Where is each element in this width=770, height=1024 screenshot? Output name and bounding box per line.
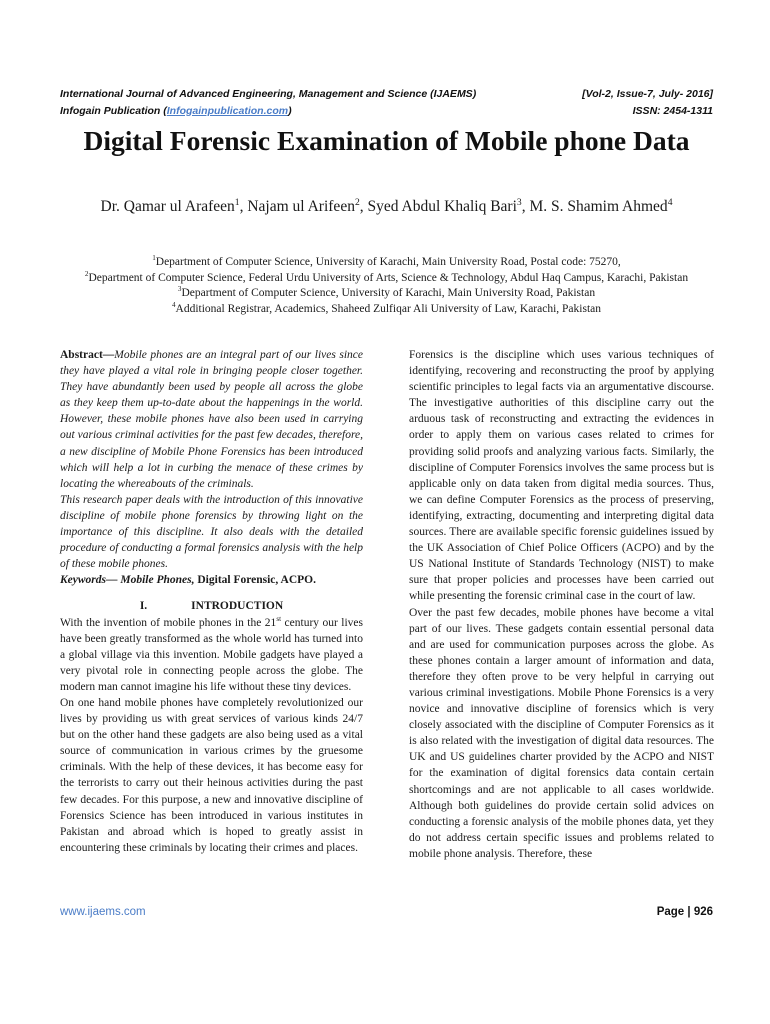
author-3-affil: 3 bbox=[516, 196, 522, 208]
affiliation-1-text: Department of Computer Science, University of Karachi, Main University Road, Postal code: 75270, bbox=[155, 256, 621, 268]
affiliation-1-marker: 1 bbox=[152, 254, 156, 263]
paper-title: Digital Forensic Examination of Mobile phone Data bbox=[83, 125, 690, 156]
footer-url[interactable]: www.ijaems.com bbox=[60, 906, 146, 918]
body-paragraph-forensics: Forensics is the discipline which uses various techniques of identifying, recovering and reconstructing the proof by applying scientific principles to legal facts via an argumentative discourse. The investigative authorities of this discipline carry out the arduous task of reconstructing and extracting the evidences in order to apply them on various cases related to crimes for providing solid proofs and analyzing various facts. Similarly, the discipline of Computer Forensics involves the same process but is applicable only on data taken from digital media sources. Thus, we can define Computer Forensics as the process of preserving, identifying, extracting, documenting and interpreting digital data sources. There are available specific forensic guidelines issued by the UK Association of Chief Police Officers (ACPO) and by the US National Institute of Standards Technology (NIST) to make sure that proper policies and processes have been carried out while presenting the forensic criminal case in the court of law. bbox=[409, 349, 714, 603]
page-number: 926 bbox=[693, 906, 713, 918]
section-heading-introduction bbox=[60, 598, 363, 614]
author-3: , Syed Abdul Khaliq Bari bbox=[359, 198, 517, 215]
abstract-label: Abstract bbox=[60, 349, 103, 361]
affiliation-3-text: Department of Computer Science, University of Karachi, Main University Road, Pakistan bbox=[181, 287, 596, 299]
footer-page bbox=[657, 906, 713, 918]
right-column bbox=[409, 347, 714, 862]
volume-issue: [Vol-2, Issue-7, July- 2016] bbox=[582, 88, 713, 100]
author-list bbox=[60, 197, 713, 217]
author-1-affil: 1 bbox=[234, 196, 240, 208]
author-1: Dr. Qamar ul Arafeen bbox=[100, 198, 235, 215]
affiliation-4 bbox=[60, 302, 713, 318]
running-header-right bbox=[582, 86, 713, 119]
author-4-affil: 4 bbox=[667, 196, 673, 208]
affiliation-3 bbox=[60, 286, 713, 302]
publisher-line bbox=[60, 103, 476, 120]
author-2: , Najam ul Arifeen bbox=[239, 198, 355, 215]
publisher-suffix: ) bbox=[288, 104, 292, 117]
affiliation-3-marker: 3 bbox=[177, 285, 182, 294]
author-4: , M. S. Shamim Ahmed bbox=[521, 198, 668, 215]
section-title: INTRODUCTION bbox=[191, 600, 284, 613]
issn: ISSN: 2454-1311 bbox=[632, 104, 713, 117]
publisher-prefix: Infogain Publication ( bbox=[60, 104, 167, 117]
intro-p1-rest: century our lives have been greatly transformed as the whole world has turned into a global village via this invention. Mobile gadgets have played a very pivotal role in connecting people across the globe. The modern man cannot imagine his life without these tiny devices. bbox=[60, 616, 363, 693]
running-header-left bbox=[60, 86, 476, 119]
abstract-paragraph-2: This research paper deals with the introduction of this innovative discipline of mobile phone forensics by throwing light on the importance of this discipline. It also deals with the detailed procedure of conducting a formal forensics analysis with the help of these mobile phones. bbox=[60, 493, 363, 571]
body-paragraph-mobile: Over the past few decades, mobile phones have become a vital part of our lives. These gadgets contain essential personal data and are used for communication purposes across the globe. As these phones contain a larger amount of information and data, therefore they often prove to be very helpful in carrying out various criminal investigations. Mobile Phone Forensics is a very novice and innovative discipline of forensics which is very closely associated with the discipline of Computer Forensics as it is also related with the investigation of digital data resources. The UK and US guidelines charter provided by the ACPO and NIST for the examination of digital forensics data contain certain shortcomings and are not applicable to all cases worldwide. Although both guidelines do provide certain solid advices on conducting a forensic analysis of the mobile phones data, yet they do not address certain specific issues and problems related to mobile phone analysis. Therefore, these bbox=[409, 606, 714, 860]
keywords-label: Keywords— Mobile Phones, bbox=[60, 574, 198, 587]
affiliation-2-text: Department of Computer Science, Federal Urdu University of Arts, Science & Technology, Abdul Haq Campus, Karachi, Pakistan bbox=[88, 271, 689, 284]
author-2-affil: 2 bbox=[354, 196, 360, 208]
affiliation-2-marker: 2 bbox=[84, 269, 89, 278]
abstract-text: Mobile phones are an integral part of our lives since they have played a vital role in bringing people closer together. They have abundantly been used by people all across the globe as they keep them up-to-date about the happenings in the world. However, these mobile phones have also been used in carrying out various criminal activities for the past few decades, therefore, a new discipline of Mobile Phone Forensics has been introduced which will help a lot in curbing the menace of these crimes by locating the whereabouts of the criminals. bbox=[60, 349, 363, 490]
keywords bbox=[60, 572, 363, 588]
affiliation-2 bbox=[60, 271, 713, 287]
intro-paragraph-1 bbox=[60, 615, 363, 695]
affiliation-list bbox=[60, 255, 713, 317]
affiliation-1 bbox=[60, 255, 713, 271]
abstract-dash: — bbox=[102, 349, 115, 361]
affiliation-4-text: Additional Registrar, Academics, Shaheed Zulfiqar Ali University of Law, Karachi, Pakistan bbox=[175, 302, 602, 315]
intro-p1-start: With the invention of mobile phones in the 21 bbox=[60, 616, 277, 629]
journal-name: International Journal of Advanced Engineering, Management and Science (IJAEMS) bbox=[60, 88, 477, 100]
left-column bbox=[60, 347, 363, 856]
intro-paragraph-2: On one hand mobile phones have completely revolutionized our lives by providing us with great services of various kinds 24/7 but on the other hand these gadgets are also being used as a vital source of communication in various crimes by the gruesome criminals. With the help of these devices, it has become easy for the terrorists to carry out their heinous activities during the past few decades. For this purpose, a new and innovative discipline of Forensics Science has been introduced in various institutes in Pakistan and abroad which is hoped to greatly assist in encountering these criminals by locating their crimes and places. bbox=[60, 696, 363, 854]
section-number: I. bbox=[139, 600, 148, 613]
affiliation-4-marker: 4 bbox=[171, 300, 176, 309]
publisher-link[interactable]: Infogainpublication.com bbox=[166, 104, 289, 117]
abstract-paragraph bbox=[60, 347, 363, 492]
keywords-text: Digital Forensic, ACPO. bbox=[197, 574, 316, 587]
page-label: Page | bbox=[656, 906, 694, 918]
intro-p1-sup: st bbox=[276, 614, 282, 623]
